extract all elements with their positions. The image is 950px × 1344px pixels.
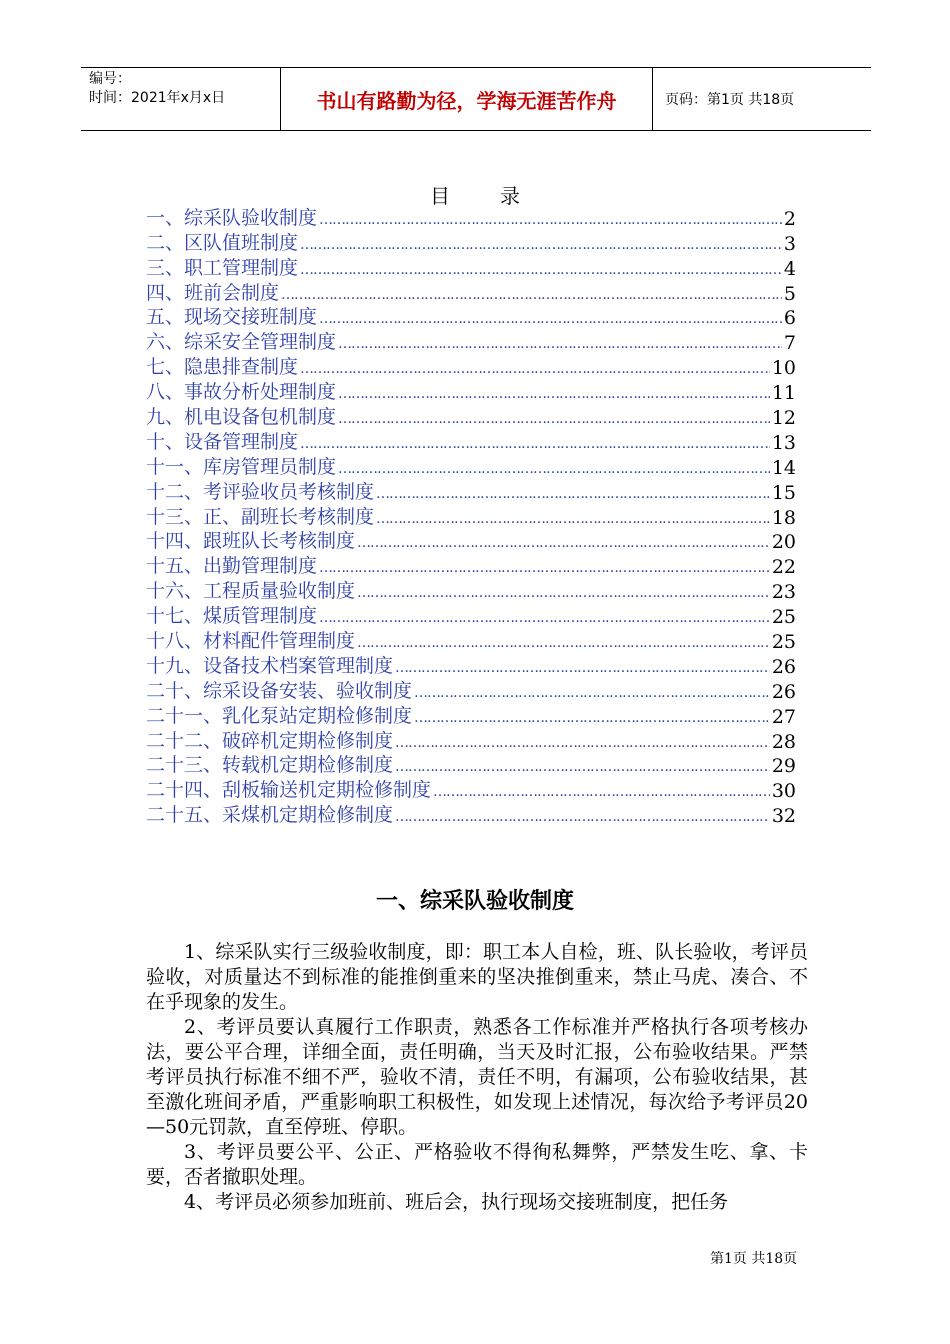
toc-item[interactable] [146, 379, 796, 404]
toc-leader-dots [338, 455, 770, 479]
table-of-contents [146, 205, 796, 827]
paragraph: 1、综采队实行三级验收制度，即：职工本人自检，班、队长验收，考评员验收，对质量达不到标准的能推倒重来的坚决推倒重来，禁止马虎、凑合、不在乎现象的发生。 [146, 941, 808, 1013]
paragraph: 3、考评员要公平、公正、严格验收不得徇私舞弊，严禁发生吃、拿、卡要，否者撤职处理。 [146, 1141, 808, 1188]
toc-leader-dots [300, 231, 782, 255]
toc-leader-dots [433, 778, 770, 802]
toc-item-title: 十七、煤质管理制度 [146, 605, 318, 628]
toc-leader-dots [319, 554, 770, 578]
toc-item[interactable] [146, 628, 796, 653]
toc-item-page: 12 [771, 407, 796, 430]
page-header [81, 67, 871, 131]
toc-item-title: 七、隐患排查制度 [146, 356, 299, 379]
toc-item-page: 3 [783, 232, 796, 255]
header-page-number: 页码：第1页 共18页 [665, 92, 795, 108]
toc-item-page: 7 [783, 332, 796, 355]
toc-item[interactable] [146, 603, 796, 628]
toc-item-title: 二十三、转载机定期检修制度 [146, 754, 394, 777]
toc-leader-dots [300, 355, 770, 379]
section-title: 一、综采队验收制度 [375, 889, 574, 914]
toc-item-title: 十四、跟班队长考核制度 [146, 530, 356, 553]
toc-item[interactable] [146, 553, 796, 578]
toc-item-title: 十二、考评验收员考核制度 [146, 480, 375, 503]
toc-item-page: 26 [771, 655, 796, 678]
toc-item[interactable] [146, 703, 796, 728]
toc-item[interactable] [146, 404, 796, 429]
toc-item-page: 4 [783, 257, 796, 280]
toc-item[interactable] [146, 305, 796, 330]
toc-item-page: 25 [771, 606, 796, 629]
header-motto: 书山有路勤为径，学海无涯苦作舟 [281, 68, 653, 130]
toc-item[interactable] [146, 205, 796, 230]
toc-item-page: 26 [771, 680, 796, 703]
toc-item-title: 二十一、乳化泵站定期检修制度 [146, 704, 413, 727]
toc-item-title: 二、区队值班制度 [146, 231, 299, 254]
toc-item-page: 10 [771, 357, 796, 380]
toc-item-page: 14 [771, 456, 796, 479]
toc-item[interactable] [146, 753, 796, 778]
toc-title: 目录 [430, 184, 570, 208]
toc-leader-dots [395, 803, 770, 827]
toc-item-page: 15 [771, 481, 796, 504]
toc-leader-dots [319, 604, 770, 628]
toc-item[interactable] [146, 255, 796, 280]
toc-item[interactable] [146, 529, 796, 554]
toc-item[interactable] [146, 454, 796, 479]
toc-leader-dots [395, 729, 770, 753]
toc-item[interactable] [146, 728, 796, 753]
page-footer: 第1页 共18页 [710, 1251, 798, 1267]
toc-item-title: 一、综采队验收制度 [146, 206, 318, 229]
toc-item[interactable] [146, 280, 796, 305]
document-number: 编号： [89, 71, 131, 87]
toc-leader-dots [338, 380, 770, 404]
toc-leader-dots [357, 629, 770, 653]
toc-item-title: 六、综采安全管理制度 [146, 331, 337, 354]
toc-item[interactable] [146, 802, 796, 827]
toc-item[interactable] [146, 777, 796, 802]
toc-item[interactable] [146, 578, 796, 603]
toc-item-title: 十八、材料配件管理制度 [146, 630, 356, 653]
toc-item-title: 八、事故分析处理制度 [146, 381, 337, 404]
toc-item-page: 32 [771, 805, 796, 828]
toc-item-page: 18 [771, 506, 796, 529]
toc-leader-dots [300, 256, 782, 280]
toc-leader-dots [281, 281, 782, 305]
toc-item-page: 20 [771, 531, 796, 554]
toc-leader-dots [319, 206, 782, 230]
toc-item-title: 三、职工管理制度 [146, 256, 299, 279]
toc-leader-dots [300, 430, 770, 454]
toc-item-title: 十六、工程质量验收制度 [146, 580, 356, 603]
toc-item[interactable] [146, 504, 796, 529]
toc-leader-dots [395, 753, 770, 777]
toc-item[interactable] [146, 678, 796, 703]
toc-item-page: 6 [783, 307, 796, 330]
toc-item-page: 29 [771, 755, 796, 778]
toc-item-page: 23 [771, 581, 796, 604]
toc-item[interactable] [146, 653, 796, 678]
toc-leader-dots [319, 305, 782, 329]
toc-item-title: 二十、综采设备安装、验收制度 [146, 679, 413, 702]
toc-leader-dots [376, 505, 770, 529]
toc-item-title: 十九、设备技术档案管理制度 [146, 654, 394, 677]
toc-item-title: 二十二、破碎机定期检修制度 [146, 729, 394, 752]
toc-leader-dots [414, 679, 770, 703]
toc-leader-dots [357, 579, 770, 603]
paragraph: 4、考评员必须参加班前、班后会，执行现场交接班制度，把任务 [184, 1191, 729, 1213]
toc-item-title: 二十五、采煤机定期检修制度 [146, 804, 394, 827]
toc-item-page: 13 [771, 431, 796, 454]
toc-item-title: 二十四、刮板输送机定期检修制度 [146, 779, 432, 802]
toc-item-title: 十、设备管理制度 [146, 430, 299, 453]
toc-leader-dots [395, 654, 770, 678]
toc-leader-dots [338, 330, 782, 354]
toc-item-title: 九、机电设备包机制度 [146, 406, 337, 429]
toc-item-title: 十五、出勤管理制度 [146, 555, 318, 578]
toc-item-page: 22 [771, 556, 796, 579]
section-body [146, 940, 808, 1215]
toc-item-page: 30 [771, 780, 796, 803]
toc-item[interactable] [146, 479, 796, 504]
toc-item-page: 28 [771, 730, 796, 753]
toc-leader-dots [376, 480, 770, 504]
toc-item-title: 十一、库房管理员制度 [146, 455, 337, 478]
toc-item-page: 5 [783, 282, 796, 305]
toc-item-title: 五、现场交接班制度 [146, 306, 318, 329]
toc-leader-dots [338, 405, 770, 429]
toc-item-page: 2 [783, 207, 796, 230]
toc-item-title: 四、班前会制度 [146, 281, 280, 304]
document-date: 时间：2021年x月x日 [89, 90, 226, 106]
toc-item-title: 十三、正、副班长考核制度 [146, 505, 375, 528]
toc-item[interactable] [146, 354, 796, 379]
paragraph: 2、考评员要认真履行工作职责，熟悉各工作标准并严格执行各项考核办法，要公平合理，详细全面，责任明确，当天及时汇报，公布验收结果。严禁考评员执行标准不细不严，验收不清，责任不明，有漏项，公布验收结果，甚至激化班间矛盾，严重影响职工积极性，如发现上述情况，每次给予考评员20—50元罚款，直至停班、停职。 [146, 1016, 808, 1138]
header-meta [81, 68, 281, 130]
toc-item-page: 11 [771, 382, 796, 405]
toc-item-page: 25 [771, 631, 796, 654]
toc-item[interactable] [146, 230, 796, 255]
toc-leader-dots [357, 529, 770, 553]
toc-item-page: 27 [771, 705, 796, 728]
toc-leader-dots [414, 704, 770, 728]
toc-item[interactable] [146, 429, 796, 454]
toc-item[interactable] [146, 329, 796, 354]
